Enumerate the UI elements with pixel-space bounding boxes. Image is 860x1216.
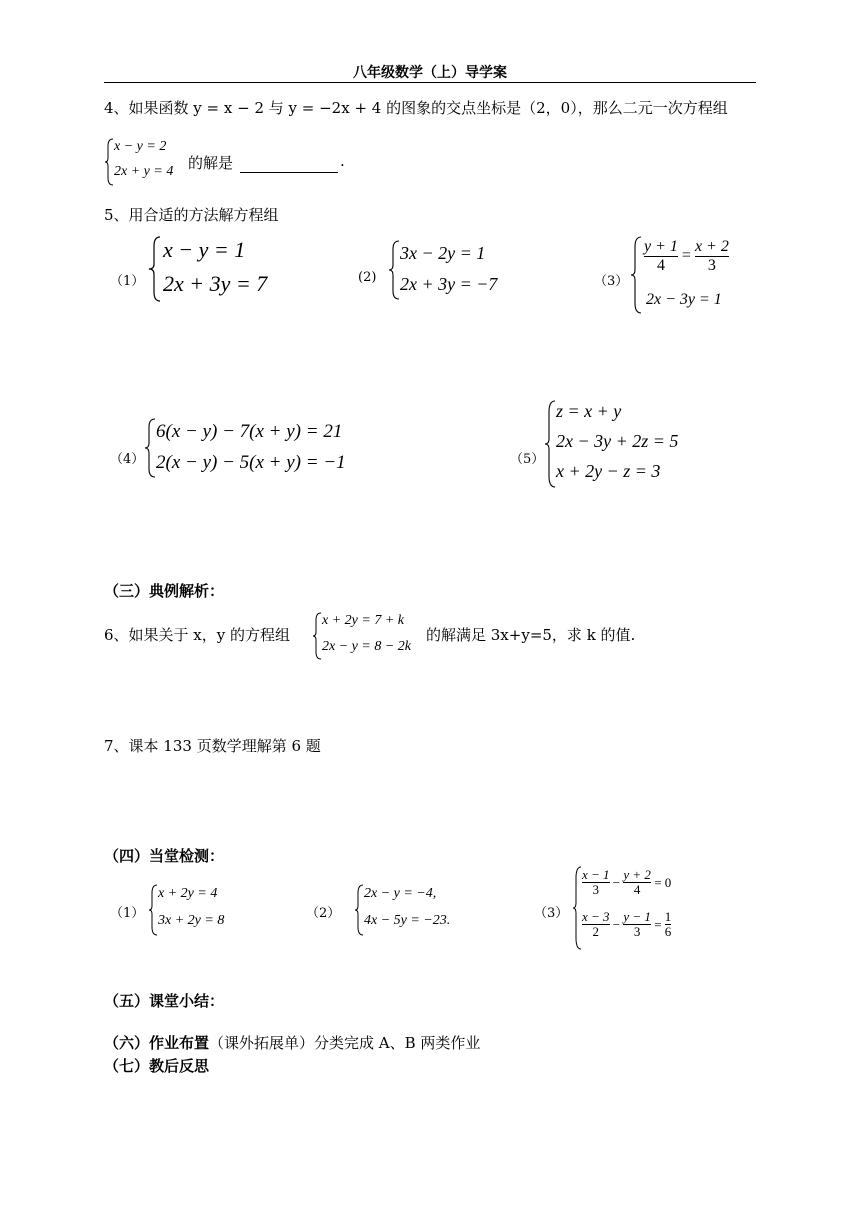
s4-p3-a-den: 3 bbox=[592, 882, 600, 898]
s4-p3-r2-den: 6 bbox=[664, 924, 672, 940]
q5-p3-equals: = bbox=[681, 247, 691, 265]
section-3-title: （三）典例解析： bbox=[104, 582, 225, 600]
s4-p3-label: （3） bbox=[534, 906, 569, 921]
q5-p2-label: (2) bbox=[358, 270, 377, 285]
q5-p4-brace bbox=[144, 418, 156, 478]
s4-p1-eq2: 3x + 2y = 8 bbox=[158, 913, 225, 928]
s4-p3-eq1 bbox=[582, 868, 671, 898]
s4-p2-label: （2） bbox=[306, 906, 341, 921]
q5-p1-eq1: x − y = 1 bbox=[163, 237, 246, 262]
equals-sign: = bbox=[654, 874, 662, 890]
q4-end: . bbox=[340, 152, 345, 170]
section-6-rest: （课外拓展单）分类完成 A、B 两类作业 bbox=[209, 1034, 481, 1052]
q5-p3-label: （3） bbox=[594, 274, 629, 289]
s4-p2-eq1: 2x − y = −4, bbox=[364, 886, 437, 901]
q5-p3-num1: y + 1 bbox=[644, 238, 678, 255]
minus-sign: − bbox=[612, 916, 621, 932]
s4-p1-label: （1） bbox=[110, 906, 145, 921]
header-rule bbox=[104, 82, 756, 83]
equals-sign: = bbox=[654, 916, 662, 932]
q4-brace bbox=[104, 138, 114, 186]
q5-p3-eq2: 2x − 3y = 1 bbox=[646, 291, 722, 308]
section-4-title: （四）当堂检测： bbox=[104, 847, 225, 865]
q5-p5-brace bbox=[544, 400, 556, 488]
q5-p5-label: （5） bbox=[510, 452, 545, 467]
s4-p3-eq2 bbox=[582, 910, 671, 940]
q5-p4-eq2: 2(x − y) − 5(x + y) = −1 bbox=[156, 452, 346, 473]
q5-p3-den1: 4 bbox=[656, 256, 665, 274]
minus-sign: − bbox=[612, 874, 621, 890]
q6-eq2: 2x − y = 8 − 2k bbox=[322, 639, 411, 654]
section-5-title: （五）课堂小结： bbox=[104, 992, 225, 1010]
q5-p3-den2: 3 bbox=[707, 256, 716, 274]
s4-p3-d-num: y − 1 bbox=[623, 909, 651, 924]
q6-before: 6、如果关于 x，y 的方程组 bbox=[104, 626, 291, 644]
s4-p1-eq1: x + 2y = 4 bbox=[158, 886, 218, 901]
s4-p3-c-den: 2 bbox=[592, 924, 600, 940]
q4-eq2: 2x + y = 4 bbox=[114, 164, 174, 179]
q4-line1: 4、如果函数 y = x − 2 与 y = −2x + 4 的图象的交点坐标是（2，0），那么二元一次方程组 bbox=[104, 99, 728, 117]
s4-p3-b-num: y + 2 bbox=[623, 867, 651, 882]
page-header: 八年级数学（上）导学案 bbox=[353, 65, 507, 81]
q7-text: 7、课本 133 页数学理解第 6 题 bbox=[104, 737, 321, 755]
q5-p1-brace bbox=[148, 236, 162, 302]
q5-p5-eq2: 2x − 3y + 2z = 5 bbox=[556, 431, 679, 451]
q4-eq1: x − y = 2 bbox=[114, 139, 167, 154]
s4-p1-brace bbox=[148, 884, 158, 936]
s4-p3-brace bbox=[572, 866, 582, 950]
q4-after: 的解是 bbox=[188, 154, 234, 172]
s4-p3-c-num: x − 3 bbox=[582, 909, 610, 924]
s4-p3-r2-num: 1 bbox=[664, 909, 672, 924]
q5-p1-label: （1） bbox=[110, 274, 145, 289]
s4-p3-a-num: x − 1 bbox=[582, 867, 610, 882]
q5-p3-eq1 bbox=[644, 238, 729, 274]
answer-blank bbox=[240, 154, 338, 173]
q5-title: 5、用合适的方法解方程组 bbox=[104, 206, 279, 224]
section-6 bbox=[104, 1032, 480, 1053]
s4-p3-r1: 0 bbox=[664, 874, 672, 890]
q5-p2-brace bbox=[388, 240, 400, 300]
q5-p2-eq1: 3x − 2y = 1 bbox=[400, 243, 486, 263]
s4-p3-d-den: 3 bbox=[633, 924, 641, 940]
section-7-title: （七）教后反思 bbox=[104, 1057, 210, 1075]
q5-p5-eq1: z = x + y bbox=[556, 401, 622, 421]
q6-brace bbox=[312, 612, 322, 660]
q5-p1-eq2: 2x + 3y = 7 bbox=[163, 271, 268, 296]
s4-p2-eq2: 4x − 5y = −23. bbox=[364, 913, 451, 928]
q5-p5-eq3: x + 2y − z = 3 bbox=[556, 461, 661, 481]
q5-p4-eq1: 6(x − y) − 7(x + y) = 21 bbox=[156, 421, 343, 442]
s4-p2-brace bbox=[354, 884, 364, 936]
q5-p4-label: （4） bbox=[110, 452, 145, 467]
s4-p3-b-den: 4 bbox=[633, 882, 641, 898]
section-6-title: （六）作业布置 bbox=[104, 1034, 210, 1052]
q6-after: 的解满足 3x+y=5，求 k 的值. bbox=[426, 626, 636, 644]
q6-eq1: x + 2y = 7 + k bbox=[322, 613, 404, 628]
q5-p3-num2: x + 2 bbox=[694, 238, 729, 255]
q5-p3-brace bbox=[630, 236, 642, 314]
q5-p2-eq2: 2x + 3y = −7 bbox=[400, 274, 498, 294]
